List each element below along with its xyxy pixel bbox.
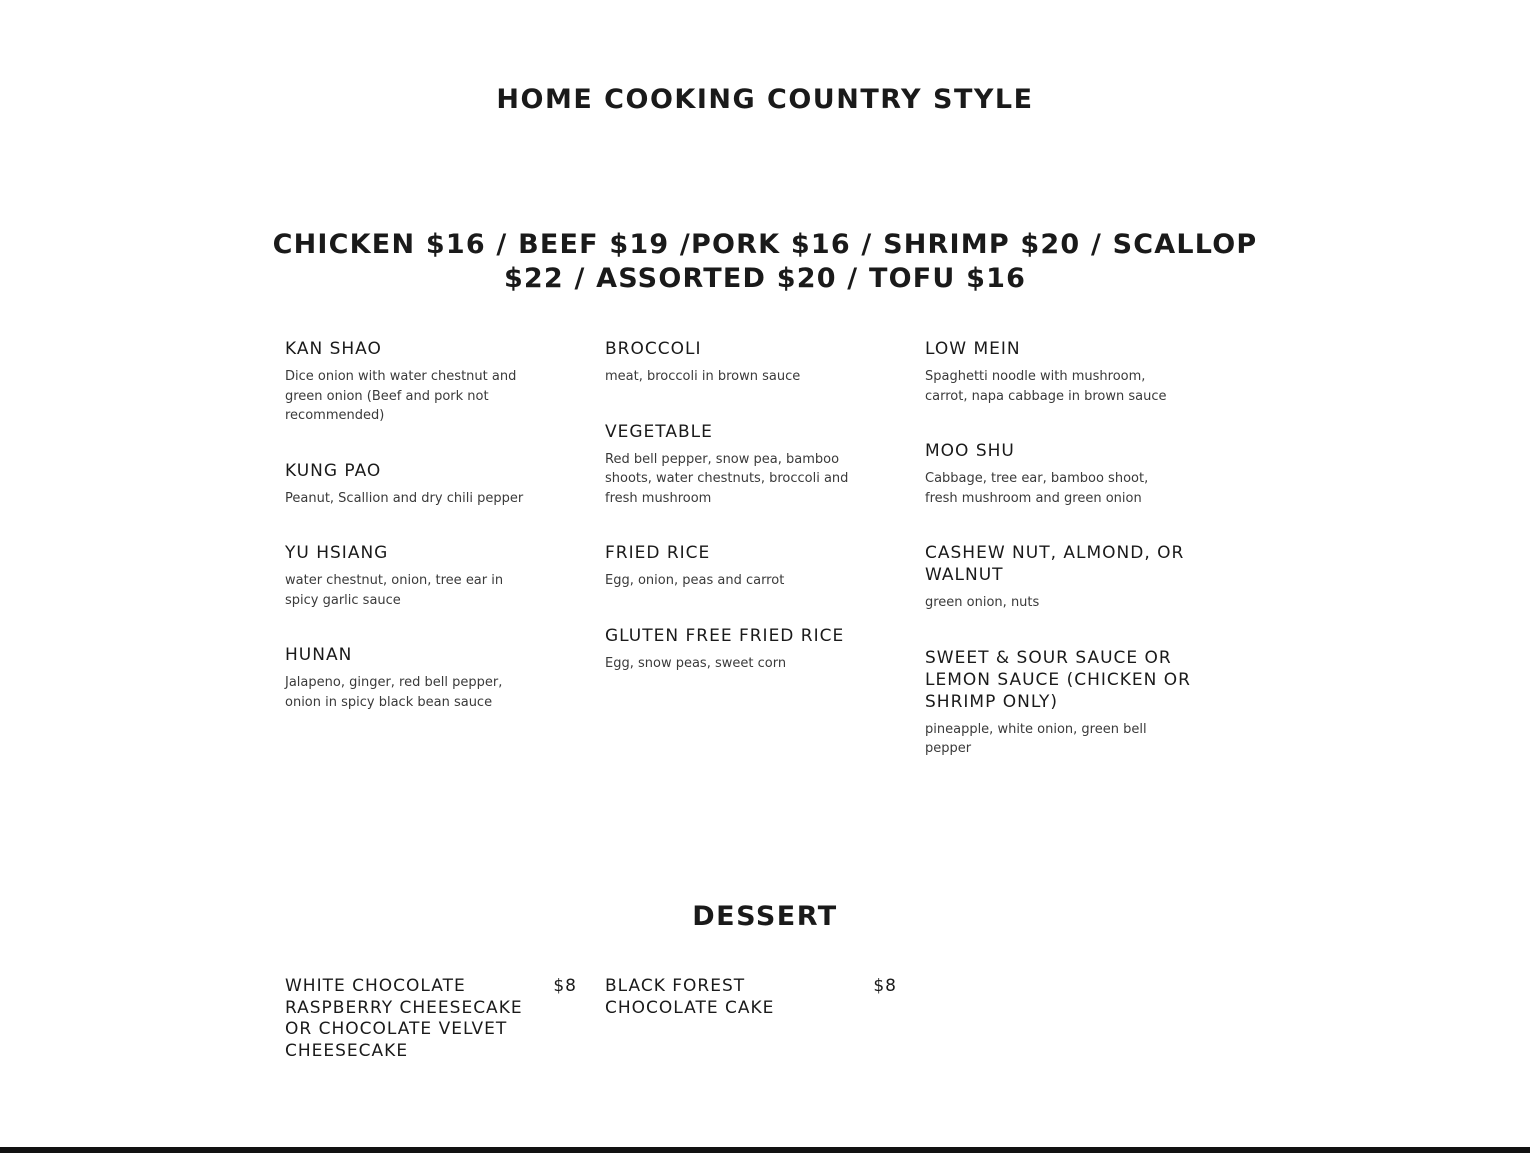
menu-item-name: HUNAN <box>285 645 353 665</box>
menu-grid <box>285 338 1245 793</box>
page-title: HOME COOKING COUNTRY STYLE <box>496 84 1034 115</box>
menu-item-description: Jalapeno, ginger, red bell pepper, onion in spicy black bean sauce <box>285 675 503 710</box>
menu-item <box>285 644 545 712</box>
menu-item-description: pineapple, white onion, green bell pepper <box>925 721 1147 756</box>
menu-item <box>605 421 865 509</box>
dessert-list <box>285 976 925 1062</box>
menu-item-description: Egg, onion, peas and carrot <box>605 573 785 588</box>
menu-item <box>925 647 1195 759</box>
menu-item <box>925 338 1195 406</box>
dessert-item-name: WHITE CHOCOLATE RASPBERRY CHEESECAKE OR CHOCOLATE VELVET CHEESECAKE <box>285 976 523 1061</box>
menu-item <box>285 338 545 426</box>
menu-item-name: FRIED RICE <box>605 543 711 563</box>
menu-item <box>605 542 865 591</box>
menu-item <box>605 338 865 387</box>
menu-item-description: green onion, nuts <box>925 595 1040 610</box>
menu-item-description: Spaghetti noodle with mushroom, carrot, napa cabbage in brown sauce <box>925 369 1167 404</box>
menu-item-name: SWEET & SOUR SAUCE OR LEMON SAUCE (CHICKEN OR SHRIMP ONLY) <box>925 647 1191 712</box>
menu-item-name: CASHEW NUT, ALMOND, OR WALNUT <box>925 543 1185 585</box>
menu-item-description: Egg, snow peas, sweet corn <box>605 655 787 671</box>
menu-item <box>605 625 865 674</box>
dessert-item <box>285 976 605 1062</box>
menu-item-description: meat, broccoli in brown sauce <box>605 369 801 384</box>
menu-item <box>925 440 1195 508</box>
footer-bar <box>0 1147 1530 1153</box>
menu-item-name: YU HSIANG <box>285 543 389 563</box>
menu-column-3 <box>925 338 1245 793</box>
dessert-item-price: $8 <box>873 976 897 996</box>
menu-item-description: Cabbage, tree ear, bamboo shoot, fresh mushroom and green onion <box>925 471 1149 506</box>
menu-item-name: KUNG PAO <box>285 460 382 481</box>
menu-item <box>285 542 545 610</box>
dessert-section-title: DESSERT <box>692 901 838 932</box>
menu-column-2 <box>605 338 925 793</box>
dessert-item-price: $8 <box>553 976 577 996</box>
menu-item-name: BROCCOLI <box>605 339 702 359</box>
menu-item-name: GLUTEN FREE FRIED RICE <box>605 625 845 646</box>
menu-item-description: Peanut, Scallion and dry chili pepper <box>285 490 524 506</box>
menu-item-description: Red bell pepper, snow pea, bamboo shoots, water chestnuts, broccoli and fresh mushroom <box>605 451 849 506</box>
menu-item <box>925 542 1195 613</box>
menu-column-1 <box>285 338 605 793</box>
menu-item-name: KAN SHAO <box>285 339 382 359</box>
dessert-item <box>605 976 925 1062</box>
dessert-item-name: BLACK FOREST CHOCOLATE CAKE <box>605 976 775 1018</box>
menu-item-name: MOO SHU <box>925 441 1015 461</box>
menu-item-name: VEGETABLE <box>605 421 713 442</box>
protein-price-heading: CHICKEN $16 / BEEF $19 /PORK $16 / SHRIMP $20 / SCALLOP $22 / ASSORTED $20 / TOFU $16 <box>272 229 1258 294</box>
menu-item-description: water chestnut, onion, tree ear in spicy garlic sauce <box>285 573 504 608</box>
menu-item-description: Dice onion with water chestnut and green onion (Beef and pork not recommended) <box>285 369 517 423</box>
menu-item <box>285 460 545 509</box>
menu-item-name: LOW MEIN <box>925 339 1021 359</box>
